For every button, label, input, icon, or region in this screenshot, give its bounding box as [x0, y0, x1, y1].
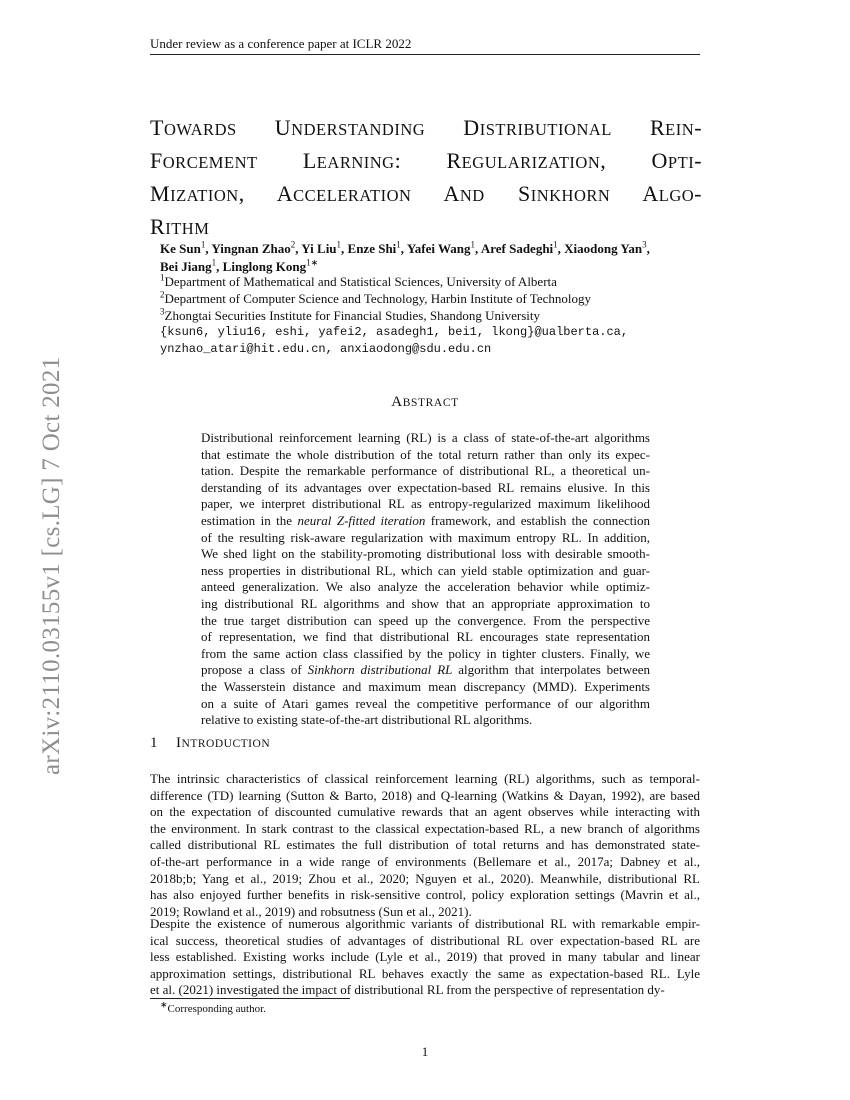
paragraph-line: less established. Existing works include (Lyle et al., 2019) that proved in many tabular and linear: [150, 949, 700, 965]
affiliation-1: $^1$Department of Mathematical and Statistical Sciences, University of Alberta: [160, 272, 557, 289]
abstract-line: anteed generalization. We also analyze the acceleration behavior while optimiz-: [201, 579, 650, 595]
author-line-2: Bei Jiang$^1$, Linglong Kong$^{1∗}$: [160, 257, 319, 274]
abstract-line: of the resulting risk-aware regularization with maximum entropy RL. In addition,: [201, 529, 650, 545]
page-number: 1: [421, 1044, 429, 1059]
author-name: Yingnan Zhao: [211, 241, 291, 256]
author-affiliation-mark: 1: [553, 239, 558, 250]
paper-title: [150, 112, 702, 244]
running-header: Under review as a conference paper at ICLR 2022: [150, 36, 412, 51]
abstract-line: on a suite of Atari games reveal the competitive performance of our algorithm: [201, 695, 650, 711]
paragraph-line: 2019; Rowland et al., 2019) and robsutness (Sun et al., 2021).: [150, 903, 472, 919]
paragraph-line: on the expectation of discounted cumulative rewards that an agent observes while interacting with: [150, 804, 700, 820]
author-list: [160, 240, 705, 276]
author-affiliation-mark: 3: [642, 239, 647, 250]
abstract-line: Distributional reinforcement learning (RL) is a class of state-of-the-art algorithms: [201, 430, 650, 445]
intro-paragraph-1: [150, 771, 700, 920]
title-line: FORCEMENT LEARNING: REGULARIZATION, OPTI-: [150, 148, 703, 173]
author-affiliation-mark: 1: [470, 239, 476, 250]
author-affiliation-mark: 1∗: [306, 257, 319, 268]
section-number: 1: [150, 735, 158, 751]
section-title: INTRODUCTION: [176, 735, 271, 751]
paragraph-line: the environment. In stark contrast to the classical expectation-based RL, a new branch of algorithms: [150, 820, 700, 836]
footnote: ∗Corresponding author.: [160, 999, 266, 1015]
abstract-line: the true target distribution can speed up the convergence. From the perspective: [201, 612, 650, 628]
abstract-line: relative to existing state-of-the-art distributional RL algorithms.: [201, 712, 533, 728]
author-affiliation-mark: 1: [211, 257, 217, 268]
abstract-line: ness properties in distributional RL, which can yield stable optimization and guar-: [201, 562, 650, 578]
author-name: Aref Sadeghi: [480, 241, 554, 256]
email-line-1: {ksun6, yliu16, eshi, yafei2, asadegh1, bei1, lkong}@ualberta.ca,: [160, 325, 629, 339]
author-affiliation-mark: 2: [290, 239, 296, 250]
paragraph-line: called distributional RL estimates the full distribution of total returns and has demonstrated state-: [150, 837, 700, 853]
abstract-line: of representation, we find that distributional RL encourages state representation: [201, 629, 650, 645]
paragraph-line: et al. (2021) investigated the impact of distributional RL from the perspective of representation dy-: [150, 982, 665, 998]
abstract-line: estimation in the neural Z-fitted iteration framework, and establish the connection: [201, 512, 650, 528]
abstract-line: ing distributional RL algorithms and show that an appropriate approximation to: [201, 595, 650, 611]
author-name: Yi Liu: [301, 241, 337, 256]
abstract-line: that estimate the whole distribution of the total return rather than only its expec-: [201, 446, 650, 462]
email-line-2: ynzhao_atari@hit.edu.cn, anxiaodong@sdu.edu.cn: [160, 342, 492, 356]
affiliation-3: $^3$Zhongtai Securities Institute for Financial Studies, Shandong University: [160, 306, 541, 323]
paragraph-line: The intrinsic characteristics of classical reinforcement learning (RL) algorithms, such as temporal-: [150, 771, 700, 786]
paragraph-line: Despite the existence of numerous algorithmic variants of distributional RL with remarkable empir-: [150, 916, 700, 931]
section-heading: [150, 735, 270, 752]
paragraph-line: approximation settings, distributional RL behaves exactly the same as expectation-based RL. Lyle: [150, 965, 700, 981]
author-name: Ke Sun: [160, 241, 201, 256]
header-rule: [150, 54, 700, 55]
title-line: MIZATION, ACCELERATION AND SINKHORN ALGO-: [150, 181, 702, 206]
paragraph-line: difference (TD) learning (Sutton & Barto, 2018) and Q-learning (Watkins & Dayan, 1992), are based: [150, 787, 700, 803]
abstract-line: We shed light on the stability-promoting distributional loss with desirable smooth-: [201, 546, 650, 562]
abstract-line: propose a class of Sinkhorn distributional RL algorithm that interpolates between: [201, 662, 650, 678]
affiliation-2: $^2$Department of Computer Science and Technology, Harbin Institute of Technology: [160, 289, 591, 306]
paragraph-line: ical success, theoretical studies of advantages of distributional RL over expectation-based RL are: [150, 932, 700, 948]
author-line-1: Ke Sun$^1$, Yingnan Zhao$^2$, Yi Liu$^1$, Enze Shi$^1$, Yafei Wang$^1$, Aref Sadeghi$^1$, Xiaodong Yan$^3$,: [160, 239, 650, 256]
intro-paragraph-2: [150, 916, 700, 999]
paragraph-line: 2018b;b; Yang et al., 2019; Zhou et al., 2020; Nguyen et al., 2020). Meanwhile, distributional RL: [150, 870, 700, 886]
author-name: Enze Shi: [347, 241, 397, 256]
author-affiliation-mark: 1: [200, 239, 206, 250]
affiliations: [160, 273, 705, 358]
abstract-line: tation. Despite the remarkable performance of distributional RL, a theoretical un-: [201, 463, 650, 479]
author-affiliation-mark: 1: [396, 239, 401, 250]
abstract-line: the Wasserstein distance and maximum mean discrepancy (MMD). Experiments: [201, 678, 650, 694]
title-line: RITHM: [150, 214, 210, 239]
abstract-body: [201, 430, 650, 729]
author-affiliation-mark: 1: [336, 239, 342, 250]
footnote-rule: [150, 998, 350, 999]
paragraph-line: has also enjoyed further benefits in risk-sensitive control, policy exploration settings (Mavrin et al.,: [150, 887, 700, 903]
title-line: TOWARDS UNDERSTANDING DISTRIBUTIONAL REIN-: [150, 115, 703, 140]
author-name: Yafei Wang: [406, 241, 471, 256]
author-name: Xiaodong Yan: [564, 241, 643, 256]
abstract-line: from the same action class classified by the policy in tighter clusters. Finally, we: [201, 645, 650, 661]
author-name: Bei Jiang: [160, 259, 212, 274]
abstract-line: paper, we interpret distributional RL as entropy-regularized maximum likelihood: [201, 496, 650, 512]
abstract-line: derstanding of its advantages over expectation-based RL remains elusive. In this: [201, 479, 650, 495]
abstract-heading: ABSTRACT: [391, 394, 459, 410]
author-name: Linglong Kong: [222, 259, 307, 274]
arxiv-stamp: arXiv:2110.03155v1 [cs.LG] 7 Oct 2021: [38, 356, 65, 775]
paragraph-line: of-the-art performance in a wide range of environments (Bellemare et al., 2017a; Dabney et al.,: [150, 853, 700, 869]
